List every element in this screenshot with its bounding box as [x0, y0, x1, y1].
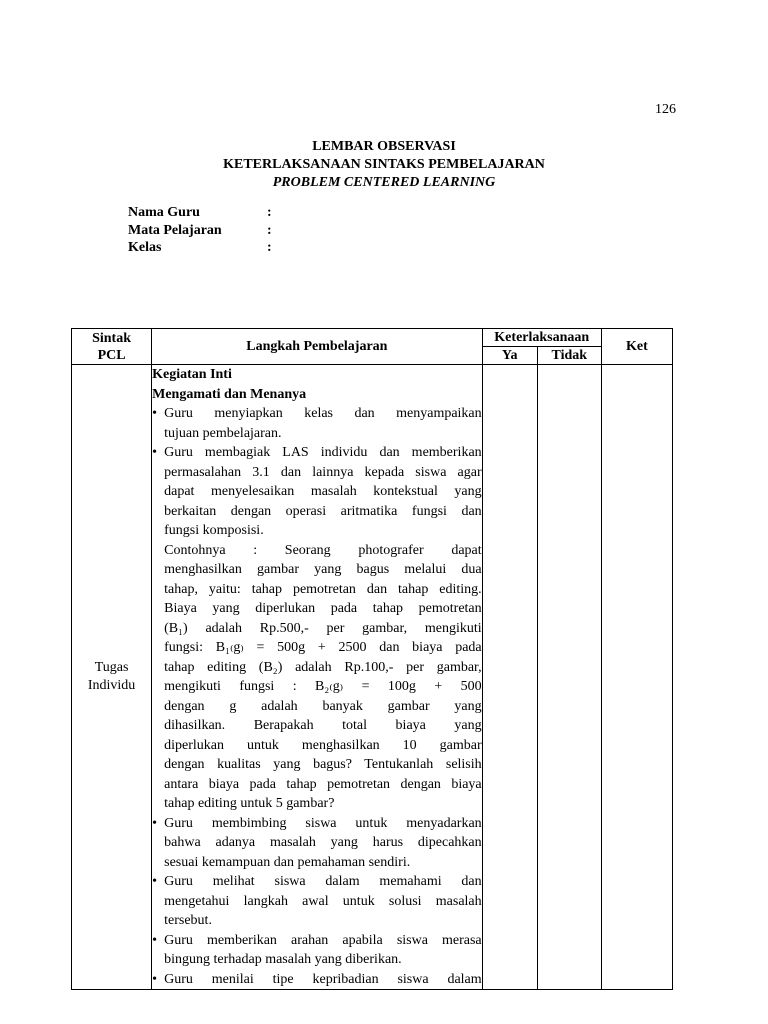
bullet-icon: •	[152, 815, 158, 831]
info-row-kelas	[128, 239, 272, 257]
document-title	[0, 138, 768, 192]
example-line: dengan g adalah banyak gambar yang	[164, 698, 482, 714]
list-item-cont: tersebut.	[164, 913, 212, 928]
example-line: Contohnya : Seorang photografer dapat	[164, 542, 482, 558]
heading-kegiatan-inti: Kegiatan Inti	[152, 367, 232, 382]
list-item: • Guru menilai tipe kepribadian siswa dalam	[152, 970, 482, 990]
list-item-cont: bahwa adanya masalah yang harus dipecahkan	[164, 835, 482, 850]
list-item-cont: bingung terhadap masalah yang diberikan.	[164, 952, 402, 967]
header-ket: Ket	[601, 329, 672, 365]
bullet-icon: •	[152, 971, 158, 987]
list-item-cont: fungsi komposisi.	[164, 523, 264, 538]
example-line: menghasilkan gambar yang bagus melalui dua	[164, 562, 482, 577]
table-row	[72, 365, 673, 990]
list-item: • Guru menyiapkan kelas dan menyampaikan	[152, 404, 482, 424]
info-label: Kelas	[128, 240, 162, 255]
ya-cell[interactable]	[482, 365, 537, 990]
info-row-mata-pelajaran	[128, 222, 272, 240]
header-langkah: Langkah Pembelajaran	[152, 329, 483, 365]
example-line: diperlukan untuk menghasilkan 10 gambar	[164, 737, 482, 753]
example-line: fungsi: B₁₍g₎ = 500g + 2500 dan biaya pada	[164, 640, 482, 655]
page-number: 126	[655, 102, 676, 117]
title-line-3: PROBLEM CENTERED LEARNING	[272, 175, 496, 190]
bullet-icon: •	[152, 406, 158, 421]
info-label: Nama Guru	[128, 205, 200, 220]
info-separator: :	[267, 222, 272, 238]
info-label: Mata Pelajaran	[128, 222, 222, 238]
list-item-cont: tujuan pembelajaran.	[164, 425, 282, 441]
bullet-icon: •	[152, 445, 158, 460]
example-line: Biaya yang diperlukan pada tahap pemotretan	[164, 601, 482, 616]
tidak-cell[interactable]	[537, 365, 601, 990]
example-line: (B₁) adalah Rp.500,- per gambar, mengikuti	[164, 620, 482, 636]
ket-cell[interactable]	[601, 365, 672, 990]
header-keterlaksanaan: Keterlaksanaan	[482, 329, 601, 347]
header-sintak: Sintak PCL	[72, 329, 152, 365]
list-item: • Guru membagiak LAS individu dan memberikan	[152, 443, 482, 463]
identity-fields	[128, 204, 272, 257]
bullet-icon: •	[152, 874, 158, 889]
langkah-cell	[152, 365, 483, 990]
list-item-cont: berkaitan dengan operasi aritmatika fungsi dan	[164, 503, 482, 519]
list-item-cont: permasalahan 3.1 dan lainnya kepada siswa agar	[164, 464, 482, 480]
title-line-1: LEMBAR OBSERVASI	[312, 139, 456, 154]
list-item: • Guru memberikan arahan apabila siswa merasa	[152, 931, 482, 951]
list-item-cont: sesuai kemampuan dan pemahaman sendiri.	[164, 854, 411, 870]
info-separator: :	[267, 240, 272, 255]
example-line: tahap editing untuk 5 gambar?	[164, 796, 335, 811]
info-separator: :	[267, 205, 272, 220]
list-item-cont: dapat menyelesaikan masalah kontekstual yang	[164, 484, 482, 499]
list-item-cont: mengetahui langkah awal untuk solusi masalah	[164, 893, 482, 909]
example-line: mengikuti fungsi : B₂₍g₎ = 100g + 500	[164, 679, 482, 694]
observation-table	[71, 328, 673, 990]
title-line-2: KETERLAKSANAAN SINTAKS PEMBELAJARAN	[223, 157, 545, 172]
bullet-icon: •	[152, 932, 158, 948]
heading-mengamati: Mengamati dan Menanya	[152, 386, 307, 402]
info-row-nama-guru	[128, 204, 272, 222]
example-line: antara biaya pada tahap pemotretan dengan biaya	[164, 776, 482, 792]
sintak-cell: Tugas Individu	[72, 365, 152, 990]
list-item: • Guru melihat siswa dalam memahami dan	[152, 872, 482, 892]
example-line: tahap editing (B₂) adalah Rp.100,- per gambar,	[164, 659, 482, 675]
example-line: dihasilkan. Berapakah total biaya yang	[164, 718, 482, 733]
list-item: • Guru membimbing siswa untuk menyadarkan	[152, 814, 482, 834]
example-line: tahap, yaitu: tahap pemotretan dan tahap editing.	[164, 581, 482, 597]
header-tidak: Tidak	[537, 347, 601, 365]
header-ya: Ya	[482, 347, 537, 365]
example-line: dengan kualitas yang bagus? Tentukanlah selisih	[164, 757, 482, 772]
